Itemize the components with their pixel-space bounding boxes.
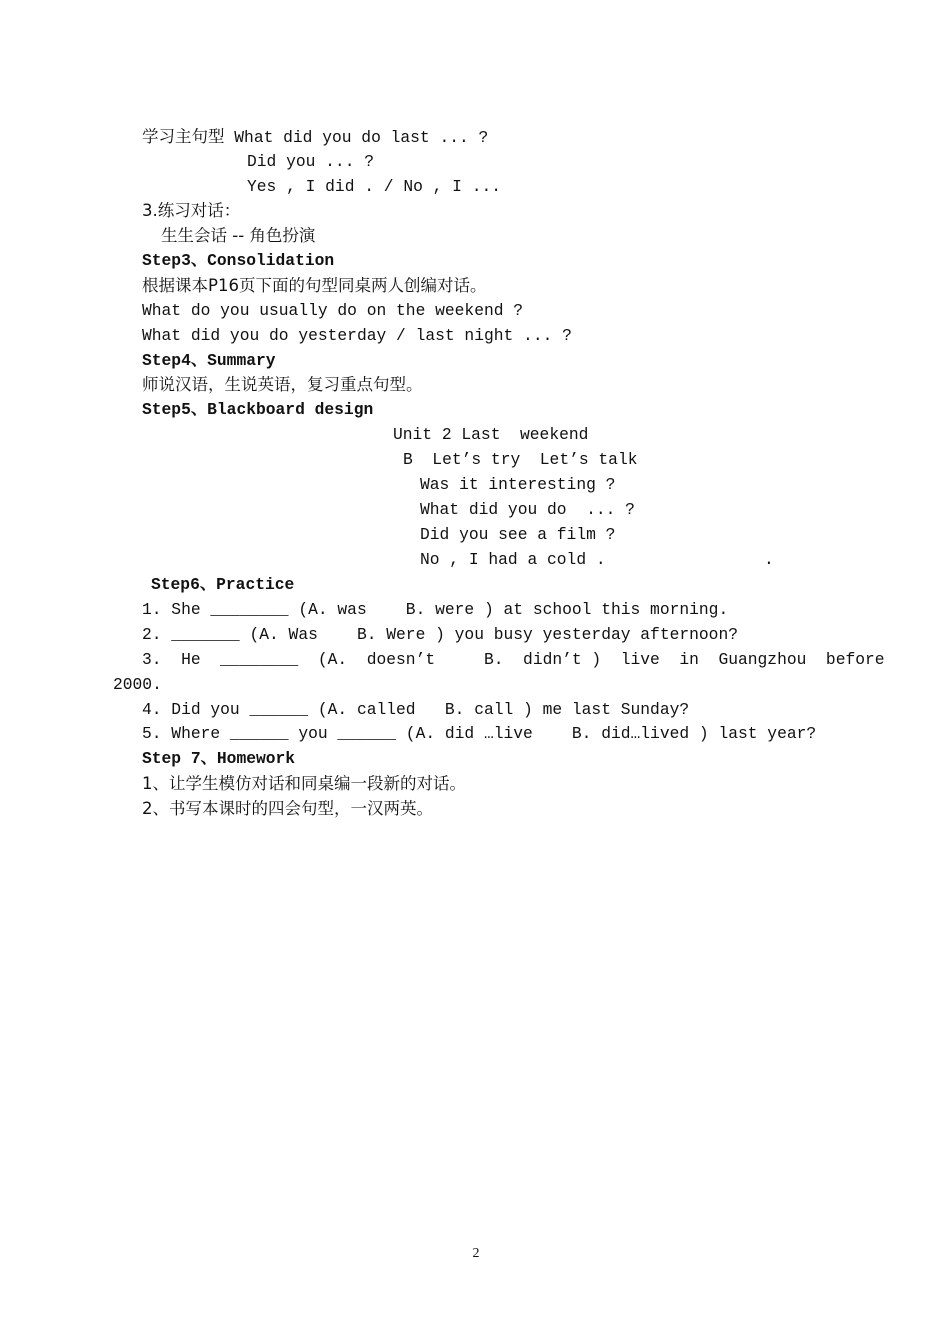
homework-item-2: 2、书写本课时的四会句型，一汉两英。 bbox=[142, 799, 433, 818]
board-line-2: B Let’s try Let’s talk bbox=[403, 450, 638, 469]
practice-item-2: 2. _______ (A. Was B. Were ) you busy yesterday afternoon? bbox=[142, 625, 738, 644]
board-line-3: Was it interesting ? bbox=[420, 475, 616, 494]
practice-dialogue-title: 3.练习对话： bbox=[142, 201, 241, 220]
board-line-4: What did you do ... ? bbox=[420, 500, 635, 519]
step3-heading: Step3、Consolidation bbox=[142, 251, 335, 270]
practice-item-4: 4. Did you ______ (A. called B. call ) me last Sunday? bbox=[142, 700, 690, 719]
pattern-sentence-1: What did you do last ... ? bbox=[234, 128, 489, 147]
step4-heading: Step4、Summary bbox=[142, 351, 276, 370]
step4-text: 师说汉语，生说英语，复习重点句型。 bbox=[142, 375, 423, 394]
pattern-sentence-2: Did you ... ? bbox=[247, 152, 375, 171]
page-number: 2 bbox=[472, 1246, 480, 1261]
board-line-6: No , I had a cold . bbox=[420, 550, 606, 569]
board-trailing-dot: . bbox=[764, 550, 774, 569]
step6-heading: Step6、Practice bbox=[151, 575, 295, 594]
step3-question-1: What do you usually do on the weekend ? bbox=[142, 301, 524, 320]
practice-item-5: 5. Where ______ you ______ (A. did …live B. did…lived ) last year? bbox=[142, 724, 817, 743]
practice-item-3-continued: 2000. bbox=[113, 675, 162, 694]
step5-heading: Step5、Blackboard design bbox=[142, 400, 374, 419]
practice-item-1: 1. She ________ (A. was B. were ) at school this morning. bbox=[142, 600, 729, 619]
practice-item-3: 3. He ________ (A. doesn’t B. didn’t ) live in Guangzhou before bbox=[142, 650, 885, 669]
board-line-1: Unit 2 Last weekend bbox=[393, 425, 589, 444]
homework-item-1: 1、让学生模仿对话和同桌编一段新的对话。 bbox=[142, 774, 466, 793]
pattern-sentence-3: Yes , I did . / No , I ... bbox=[247, 177, 502, 196]
step3-question-2: What did you do yesterday / last night ... ? bbox=[142, 326, 572, 345]
step3-text: 根据课本P16页下面的句型同桌两人创编对话。 bbox=[142, 276, 487, 295]
step7-heading: Step 7、Homework bbox=[142, 749, 296, 768]
practice-dialogue-detail: 生生会话 -- 角色扮演 bbox=[161, 226, 316, 245]
board-line-5: Did you see a film ? bbox=[420, 525, 616, 544]
pattern-label: 学习主句型 bbox=[142, 127, 225, 146]
pattern-line-1 bbox=[142, 125, 488, 150]
